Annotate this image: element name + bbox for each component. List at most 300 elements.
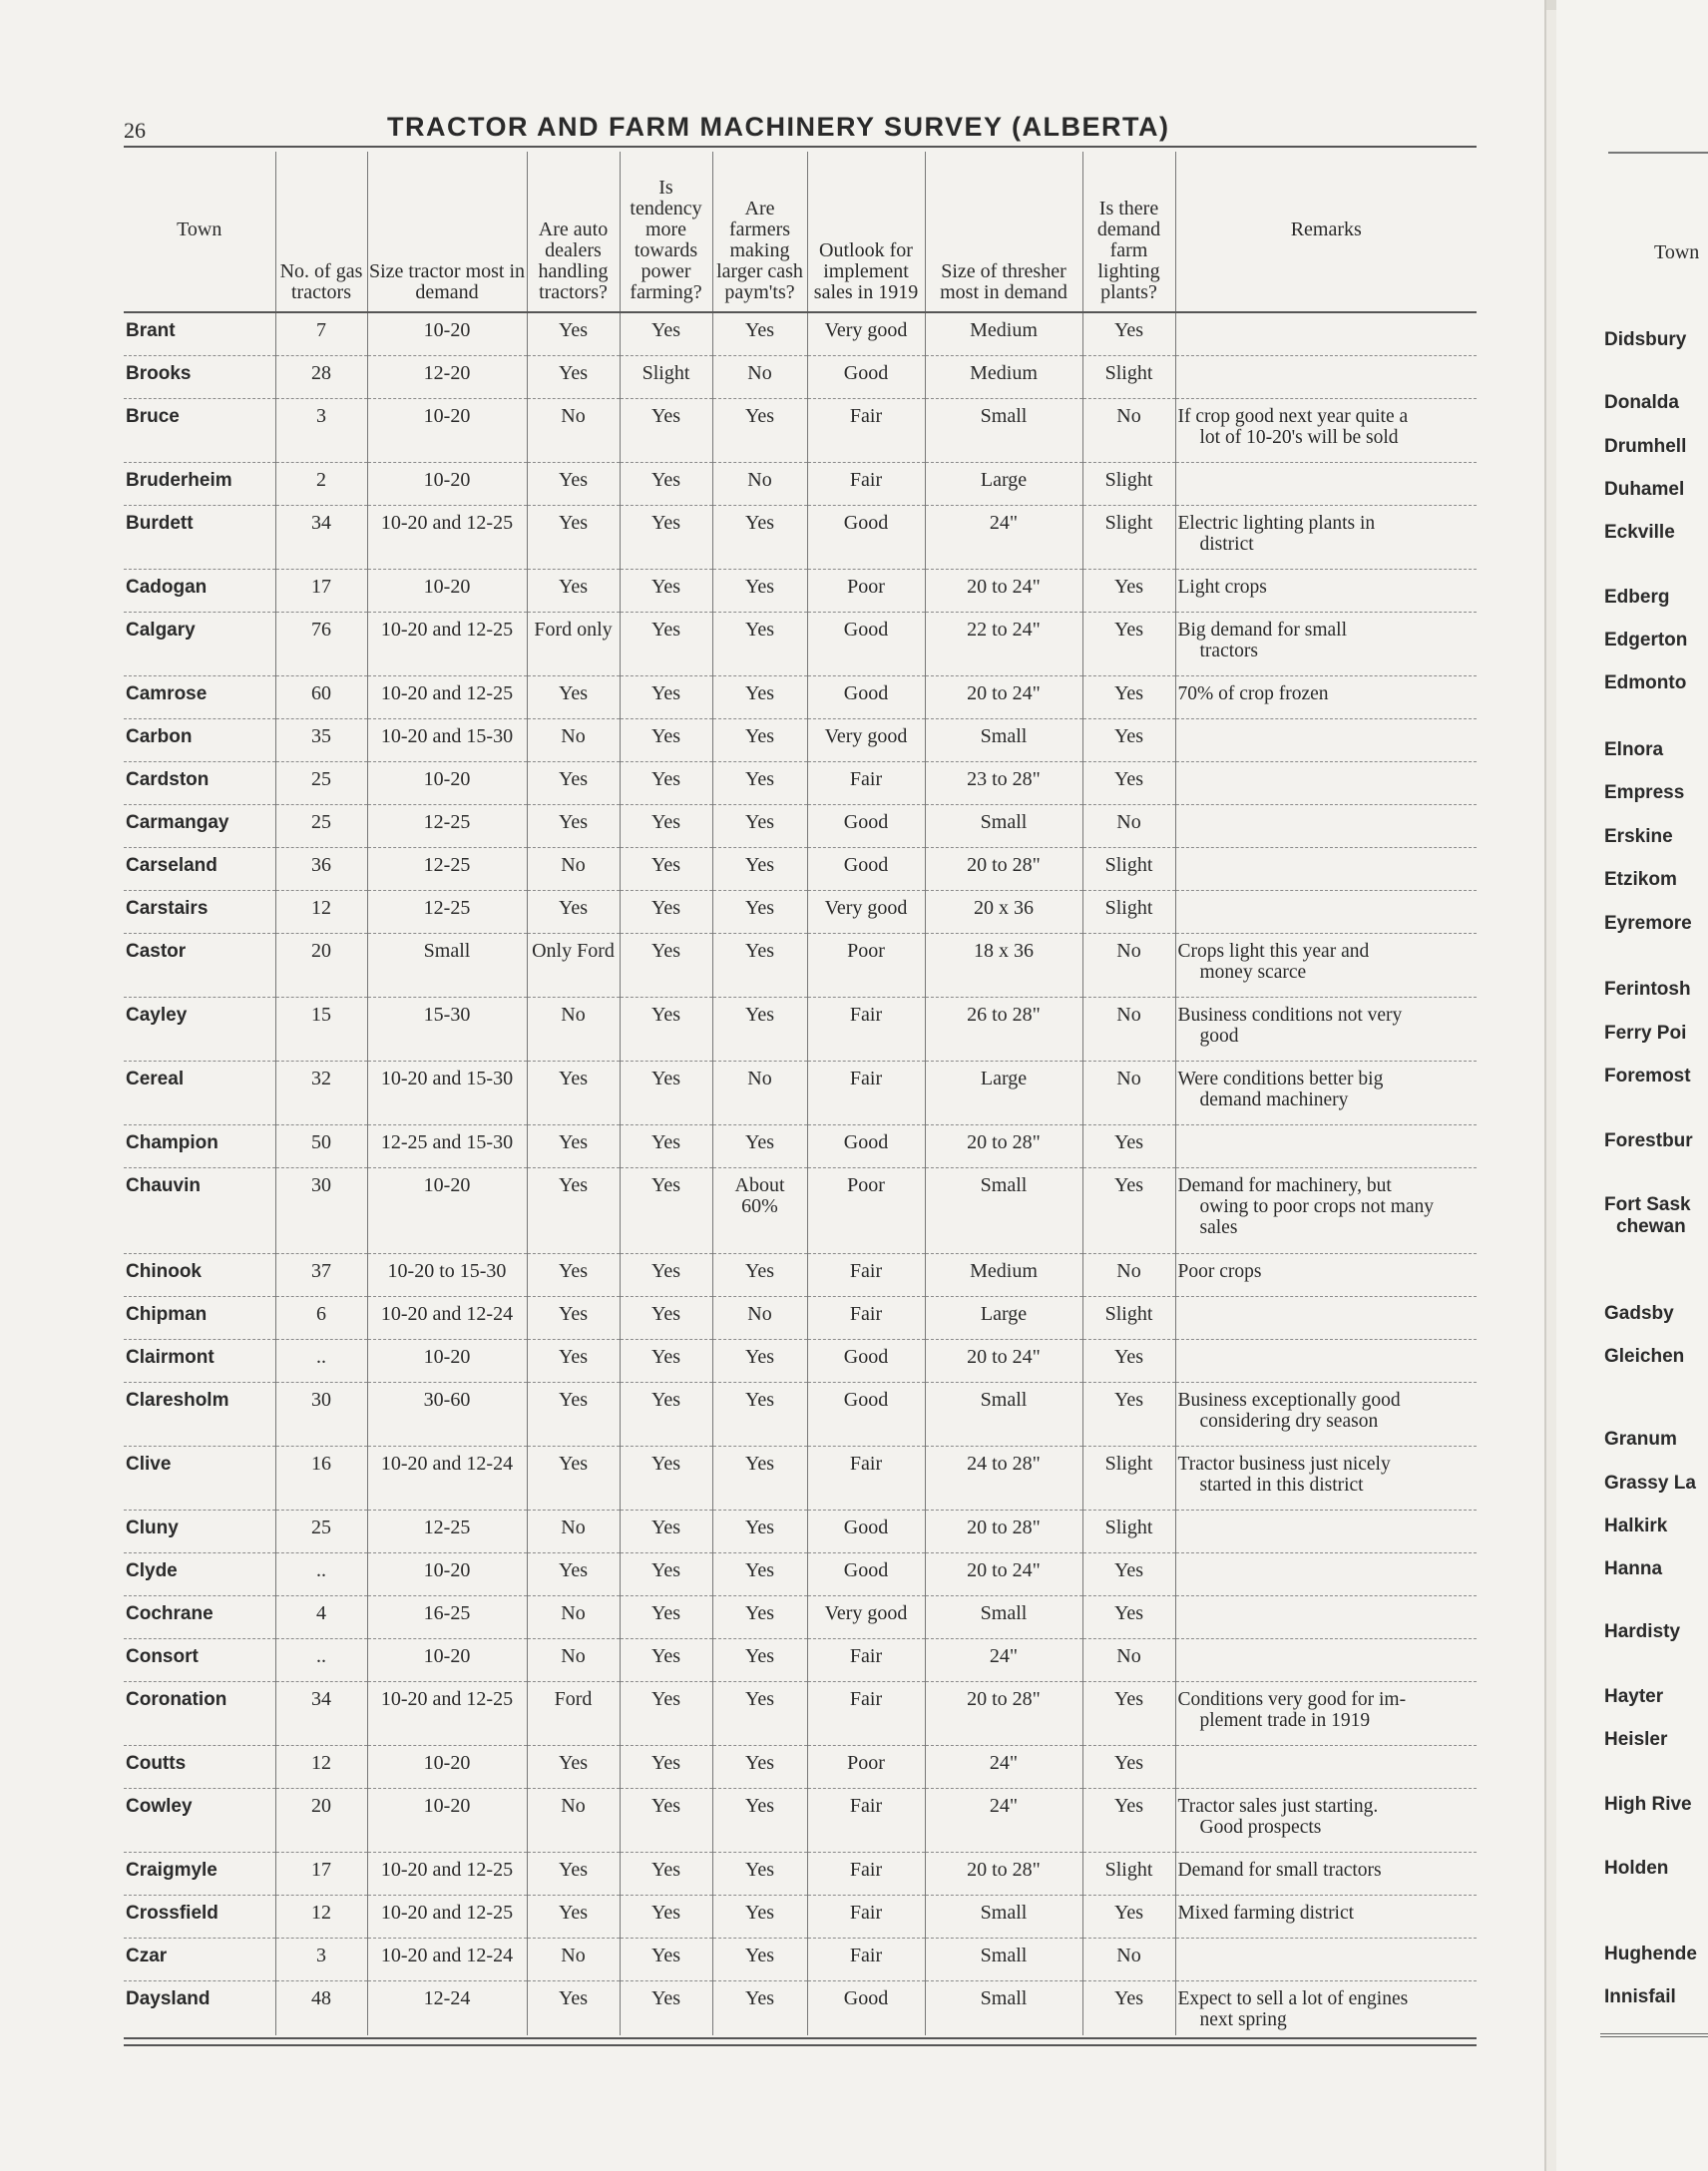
outlook-cell: Good <box>807 1510 925 1552</box>
thresher-cell: 20 x 36 <box>925 890 1082 933</box>
size-cell: 10-20 <box>367 1552 527 1595</box>
town-cell: Carseland <box>124 847 275 890</box>
tendency-cell: Yes <box>620 1339 712 1382</box>
remarks-line-1: Expect to sell a lot of engines <box>1177 1987 1409 2009</box>
table-row <box>124 1382 1477 1446</box>
lighting-cell: Yes <box>1082 1595 1175 1638</box>
next-page-town: High Rive <box>1604 1794 1692 1815</box>
thresher-cell: 26 to 28" <box>925 997 1082 1061</box>
remarks-line-1: Mixed farming district <box>1177 1902 1355 1924</box>
remarks-cell <box>1175 1638 1477 1681</box>
dealers-cell: No <box>527 1938 620 1980</box>
remarks-line-2: Good prospects <box>1199 1816 1322 1838</box>
header-row <box>124 152 1477 312</box>
thresher-cell: Small <box>925 718 1082 761</box>
outlook-cell: Good <box>807 1124 925 1167</box>
tractors-cell: .. <box>275 1638 367 1681</box>
outlook-cell: Fair <box>807 398 925 462</box>
cash-cell: Yes <box>712 1788 807 1852</box>
cash-cell: Yes <box>712 1745 807 1788</box>
header-tendency: Is tendency more towards power farming? <box>620 152 712 312</box>
cash-cell: Yes <box>712 847 807 890</box>
tractors-cell: .. <box>275 1339 367 1382</box>
outlook-cell: Good <box>807 612 925 675</box>
table-body <box>124 312 1477 2035</box>
lighting-cell: Yes <box>1082 761 1175 804</box>
dealers-cell: Yes <box>527 1061 620 1124</box>
outlook-cell: Good <box>807 847 925 890</box>
table-row <box>124 355 1477 398</box>
remarks-line-1: Business exceptionally good <box>1177 1389 1401 1411</box>
thresher-cell: Large <box>925 1296 1082 1339</box>
next-page-town: Didsbury <box>1604 329 1687 350</box>
cash-cell: Yes <box>712 761 807 804</box>
dealers-cell: Yes <box>527 1745 620 1788</box>
table-row <box>124 1980 1477 2035</box>
town-cell: Coronation <box>124 1681 275 1745</box>
cash-cell: Yes <box>712 312 807 355</box>
page-number: 26 <box>124 118 146 143</box>
tendency-cell: Yes <box>620 1552 712 1595</box>
tractors-cell: 37 <box>275 1253 367 1296</box>
next-page-town: Ferry Poi <box>1604 1023 1687 1044</box>
tractors-cell: 3 <box>275 398 367 462</box>
table-row <box>124 761 1477 804</box>
town-cell: Cadogan <box>124 569 275 612</box>
tractors-cell: 25 <box>275 1510 367 1552</box>
size-cell: 10-20 <box>367 761 527 804</box>
table-row <box>124 675 1477 718</box>
cash-cell: No <box>712 1296 807 1339</box>
header-tractors: No. of gas tractors <box>275 152 367 312</box>
next-page-edge <box>1556 0 1708 2171</box>
remarks-cell <box>1175 569 1477 612</box>
size-cell: 10-20 <box>367 1339 527 1382</box>
size-cell: 12-25 <box>367 1510 527 1552</box>
table-row <box>124 804 1477 847</box>
table-row <box>124 1745 1477 1788</box>
dealers-cell: Yes <box>527 804 620 847</box>
remarks-cell <box>1175 462 1477 505</box>
remarks-cell <box>1175 1788 1477 1852</box>
size-cell: 16-25 <box>367 1595 527 1638</box>
outlook-cell: Good <box>807 1382 925 1446</box>
table-row <box>124 1552 1477 1595</box>
outlook-cell: Fair <box>807 462 925 505</box>
dealers-cell: Yes <box>527 1980 620 2035</box>
dealers-cell: Ford only <box>527 612 620 675</box>
table-row <box>124 1938 1477 1980</box>
dealers-cell: No <box>527 1638 620 1681</box>
remarks-cell <box>1175 1382 1477 1446</box>
outlook-cell: Very good <box>807 312 925 355</box>
remarks-line-2: tractors <box>1199 640 1258 661</box>
remarks-cell <box>1175 847 1477 890</box>
remarks-line-2: demand machinery <box>1199 1088 1349 1110</box>
remarks-cell <box>1175 1595 1477 1638</box>
town-cell: Cluny <box>124 1510 275 1552</box>
remarks-cell <box>1175 804 1477 847</box>
lighting-cell: No <box>1082 1938 1175 1980</box>
tractors-cell: 7 <box>275 312 367 355</box>
town-cell: Clairmont <box>124 1339 275 1382</box>
town-cell: Clive <box>124 1446 275 1510</box>
dealers-cell: Yes <box>527 1382 620 1446</box>
town-cell: Burdett <box>124 505 275 569</box>
tendency-cell: Yes <box>620 398 712 462</box>
table-row <box>124 1510 1477 1552</box>
thresher-cell: Medium <box>925 312 1082 355</box>
cash-cell: Yes <box>712 1382 807 1446</box>
remarks-line-1: Light crops <box>1177 576 1267 598</box>
remarks-cell <box>1175 612 1477 675</box>
outlook-cell: Fair <box>807 997 925 1061</box>
town-cell: Brant <box>124 312 275 355</box>
thresher-cell: 20 to 28" <box>925 1681 1082 1745</box>
table-row <box>124 569 1477 612</box>
cash-cell: Yes <box>712 1638 807 1681</box>
page-title: TRACTOR AND FARM MACHINERY SURVEY (ALBERTA) <box>387 112 1170 142</box>
thresher-cell: 20 to 24" <box>925 675 1082 718</box>
tractors-cell: .. <box>275 1552 367 1595</box>
next-page-town: Hayter <box>1604 1686 1664 1707</box>
remarks-cell <box>1175 761 1477 804</box>
remarks-line-2: owing to poor crops not many sales <box>1199 1195 1435 1238</box>
outlook-cell: Poor <box>807 1167 925 1253</box>
tendency-cell: Yes <box>620 675 712 718</box>
table-row <box>124 933 1477 997</box>
tractors-cell: 3 <box>275 1938 367 1980</box>
cash-cell: Yes <box>712 1253 807 1296</box>
next-page-town: Ferintosh <box>1604 979 1691 1000</box>
remarks-line-2: considering dry season <box>1199 1410 1379 1432</box>
outlook-cell: Fair <box>807 1061 925 1124</box>
size-cell: 10-20 and 15-30 <box>367 718 527 761</box>
tendency-cell: Yes <box>620 1253 712 1296</box>
dealers-cell: Yes <box>527 1852 620 1895</box>
size-cell: 10-20 <box>367 1167 527 1253</box>
lighting-cell: Slight <box>1082 505 1175 569</box>
town-cell: Cardston <box>124 761 275 804</box>
lighting-cell: Yes <box>1082 1552 1175 1595</box>
size-cell: 10-20 <box>367 569 527 612</box>
remarks-line-1: Tractor sales just starting. <box>1177 1795 1379 1817</box>
remarks-line-1: Poor crops <box>1177 1260 1262 1282</box>
next-page-town: Gadsby <box>1604 1303 1674 1324</box>
table-row <box>124 1681 1477 1745</box>
table-row <box>124 890 1477 933</box>
remarks-cell <box>1175 1446 1477 1510</box>
dealers-cell: Yes <box>527 1895 620 1938</box>
cash-cell: Yes <box>712 1339 807 1382</box>
thresher-cell: 18 x 36 <box>925 933 1082 997</box>
table-row <box>124 312 1477 355</box>
outlook-cell: Good <box>807 1339 925 1382</box>
tendency-cell: Yes <box>620 761 712 804</box>
header-rule <box>124 146 1477 148</box>
remarks-line-1: Tractor business just nicely <box>1177 1453 1391 1475</box>
outlook-cell: Fair <box>807 1681 925 1745</box>
table-row <box>124 718 1477 761</box>
outlook-cell: Good <box>807 1552 925 1595</box>
size-cell: 10-20 and 12-24 <box>367 1938 527 1980</box>
town-cell: Cowley <box>124 1788 275 1852</box>
header-lighting: Is there demand farm lighting plants? <box>1082 152 1175 312</box>
town-cell: Carbon <box>124 718 275 761</box>
lighting-cell: Yes <box>1082 1895 1175 1938</box>
tendency-cell: Yes <box>620 1061 712 1124</box>
town-cell: Claresholm <box>124 1382 275 1446</box>
next-page-town: Holden <box>1604 1858 1669 1879</box>
next-page-town: Donalda <box>1604 392 1679 413</box>
tendency-cell: Yes <box>620 997 712 1061</box>
lighting-cell: Yes <box>1082 1788 1175 1852</box>
size-cell: 12-25 and 15-30 <box>367 1124 527 1167</box>
outlook-cell: Good <box>807 355 925 398</box>
header-size: Size tractor most in demand <box>367 152 527 312</box>
remarks-line-2: plement trade in 1919 <box>1199 1709 1371 1731</box>
lighting-cell: Slight <box>1082 1852 1175 1895</box>
remarks-cell <box>1175 1895 1477 1938</box>
header-thresher: Size of thresher most in demand <box>925 152 1082 312</box>
table-row <box>124 1061 1477 1124</box>
tendency-cell: Yes <box>620 933 712 997</box>
remarks-line-2: district <box>1199 533 1254 555</box>
cash-cell: Yes <box>712 1938 807 1980</box>
lighting-cell: Slight <box>1082 355 1175 398</box>
outlook-cell: Fair <box>807 1852 925 1895</box>
outlook-cell: Very good <box>807 890 925 933</box>
town-cell: Chinook <box>124 1253 275 1296</box>
cash-cell: Yes <box>712 1510 807 1552</box>
table-row <box>124 847 1477 890</box>
next-page-town: Heisler <box>1604 1729 1668 1750</box>
remarks-line-1: Business conditions not very <box>1177 1004 1403 1026</box>
tendency-cell: Yes <box>620 1446 712 1510</box>
size-cell: 12-25 <box>367 890 527 933</box>
remarks-line-2: money scarce <box>1199 961 1307 983</box>
tractors-cell: 35 <box>275 718 367 761</box>
cash-cell: Yes <box>712 718 807 761</box>
dealers-cell: Yes <box>527 355 620 398</box>
thresher-cell: 22 to 24" <box>925 612 1082 675</box>
remarks-cell <box>1175 1852 1477 1895</box>
town-cell: Chipman <box>124 1296 275 1339</box>
cash-cell: Yes <box>712 1852 807 1895</box>
cash-cell: Yes <box>712 398 807 462</box>
cash-cell: Yes <box>712 1681 807 1745</box>
thresher-cell: 20 to 28" <box>925 847 1082 890</box>
town-cell: Cochrane <box>124 1595 275 1638</box>
next-page-town: Hanna <box>1604 1558 1663 1579</box>
dealers-cell: No <box>527 847 620 890</box>
tractors-cell: 60 <box>275 675 367 718</box>
cash-cell: Yes <box>712 804 807 847</box>
lighting-cell: Yes <box>1082 675 1175 718</box>
next-page-town: Fort Sask <box>1604 1194 1691 1215</box>
thresher-cell: Medium <box>925 355 1082 398</box>
next-page-town: Halkirk <box>1604 1516 1668 1536</box>
header-dealers: Are auto dealers handling tractors? <box>527 152 620 312</box>
next-page-town: Gleichen <box>1604 1346 1685 1367</box>
outlook-cell: Very good <box>807 718 925 761</box>
size-cell: 12-24 <box>367 1980 527 2035</box>
tractors-cell: 16 <box>275 1446 367 1510</box>
cash-cell: Yes <box>712 1595 807 1638</box>
lighting-cell: Yes <box>1082 612 1175 675</box>
header-remarks: Remarks <box>1175 152 1477 312</box>
lighting-cell: Yes <box>1082 1980 1175 2035</box>
next-page-footer-rule <box>1600 2033 1708 2037</box>
remarks-cell <box>1175 675 1477 718</box>
thresher-cell: Small <box>925 398 1082 462</box>
cash-cell: Yes <box>712 1895 807 1938</box>
dealers-cell: Yes <box>527 1296 620 1339</box>
table-row <box>124 398 1477 462</box>
table-row <box>124 1852 1477 1895</box>
tendency-cell: Yes <box>620 1296 712 1339</box>
dealers-cell: Yes <box>527 312 620 355</box>
thresher-cell: 24" <box>925 1788 1082 1852</box>
outlook-cell: Fair <box>807 1638 925 1681</box>
thresher-cell: 20 to 28" <box>925 1510 1082 1552</box>
size-cell: 10-20 <box>367 1745 527 1788</box>
next-page-town: Etzikom <box>1604 869 1677 890</box>
town-cell: Bruce <box>124 398 275 462</box>
town-cell: Champion <box>124 1124 275 1167</box>
header-town: Town <box>124 152 275 312</box>
cash-cell: Yes <box>712 1552 807 1595</box>
town-cell: Coutts <box>124 1745 275 1788</box>
lighting-cell: Yes <box>1082 569 1175 612</box>
remarks-line-2: next spring <box>1199 2008 1287 2030</box>
tractors-cell: 2 <box>275 462 367 505</box>
next-page-town: Duhamel <box>1604 479 1685 500</box>
town-cell: Clyde <box>124 1552 275 1595</box>
remarks-line-1: Crops light this year and <box>1177 940 1370 962</box>
next-page-town: Innisfail <box>1604 1986 1676 2007</box>
tractors-cell: 20 <box>275 1788 367 1852</box>
dealers-cell: Yes <box>527 761 620 804</box>
tractors-cell: 12 <box>275 1895 367 1938</box>
tendency-cell: Yes <box>620 1938 712 1980</box>
table-row <box>124 1339 1477 1382</box>
tendency-cell: Yes <box>620 1788 712 1852</box>
thresher-cell: 24" <box>925 505 1082 569</box>
remarks-cell <box>1175 718 1477 761</box>
thresher-cell: 20 to 28" <box>925 1852 1082 1895</box>
thresher-cell: 20 to 24" <box>925 1339 1082 1382</box>
next-page-town: Hughende <box>1604 1944 1697 1964</box>
outlook-cell: Fair <box>807 1788 925 1852</box>
tractors-cell: 50 <box>275 1124 367 1167</box>
thresher-cell: Small <box>925 1167 1082 1253</box>
table-row <box>124 505 1477 569</box>
tendency-cell: Yes <box>620 1745 712 1788</box>
next-page-town: Eyremore <box>1604 913 1692 934</box>
next-page-town: Elnora <box>1604 739 1664 760</box>
tractors-cell: 12 <box>275 890 367 933</box>
tractors-cell: 30 <box>275 1382 367 1446</box>
dealers-cell: Yes <box>527 1339 620 1382</box>
tractors-cell: 76 <box>275 612 367 675</box>
town-cell: Carmangay <box>124 804 275 847</box>
size-cell: 10-20 and 12-25 <box>367 1681 527 1745</box>
remarks-cell <box>1175 933 1477 997</box>
next-page-town: Forestbur <box>1604 1130 1693 1151</box>
lighting-cell: No <box>1082 997 1175 1061</box>
lighting-cell: Yes <box>1082 1382 1175 1446</box>
dealers-cell: No <box>527 718 620 761</box>
town-cell: Craigmyle <box>124 1852 275 1895</box>
outlook-cell: Poor <box>807 569 925 612</box>
cash-cell: Yes <box>712 569 807 612</box>
dealers-cell: Yes <box>527 1167 620 1253</box>
tractors-cell: 20 <box>275 933 367 997</box>
tractors-cell: 34 <box>275 1681 367 1745</box>
size-cell: 10-20 <box>367 312 527 355</box>
cash-cell: Yes <box>712 933 807 997</box>
outlook-cell: Fair <box>807 1296 925 1339</box>
dealers-cell: No <box>527 398 620 462</box>
outlook-cell: Fair <box>807 1895 925 1938</box>
lighting-cell: Yes <box>1082 1167 1175 1253</box>
tendency-cell: Yes <box>620 1980 712 2035</box>
tractors-cell: 32 <box>275 1061 367 1124</box>
tendency-cell: Yes <box>620 1638 712 1681</box>
thresher-cell: Small <box>925 1595 1082 1638</box>
outlook-cell: Good <box>807 1980 925 2035</box>
lighting-cell: No <box>1082 398 1175 462</box>
next-page-header-rule <box>1608 152 1708 154</box>
thresher-cell: Large <box>925 462 1082 505</box>
next-page-town: Foremost <box>1604 1066 1691 1086</box>
size-cell: Small <box>367 933 527 997</box>
remarks-cell <box>1175 1167 1477 1253</box>
town-cell: Castor <box>124 933 275 997</box>
outlook-cell: Fair <box>807 1938 925 1980</box>
remarks-cell <box>1175 1061 1477 1124</box>
remarks-cell <box>1175 355 1477 398</box>
next-page-town: Edberg <box>1604 587 1670 608</box>
dealers-cell: Yes <box>527 1253 620 1296</box>
lighting-cell: Slight <box>1082 462 1175 505</box>
tendency-cell: Yes <box>620 505 712 569</box>
lighting-cell: Yes <box>1082 312 1175 355</box>
cash-cell: Yes <box>712 505 807 569</box>
tendency-cell: Yes <box>620 1595 712 1638</box>
size-cell: 10-20 and 12-25 <box>367 1852 527 1895</box>
survey-table <box>124 152 1477 2035</box>
next-page-header-town: Town <box>1654 241 1700 263</box>
cash-cell: No <box>712 355 807 398</box>
remarks-line-1: Demand for small tractors <box>1177 1859 1382 1881</box>
cash-cell: Yes <box>712 1446 807 1510</box>
town-cell: Consort <box>124 1638 275 1681</box>
size-cell: 10-20 and 12-25 <box>367 1895 527 1938</box>
cash-cell: About 60% <box>712 1167 807 1253</box>
tractors-cell: 28 <box>275 355 367 398</box>
thresher-cell: 20 to 24" <box>925 1552 1082 1595</box>
dealers-cell: Yes <box>527 462 620 505</box>
thresher-cell: 23 to 28" <box>925 761 1082 804</box>
tendency-cell: Yes <box>620 1382 712 1446</box>
lighting-cell: Slight <box>1082 890 1175 933</box>
next-page-town: Edmonto <box>1604 672 1687 693</box>
size-cell: 10-20 <box>367 398 527 462</box>
remarks-cell <box>1175 1510 1477 1552</box>
thresher-cell: 24" <box>925 1638 1082 1681</box>
